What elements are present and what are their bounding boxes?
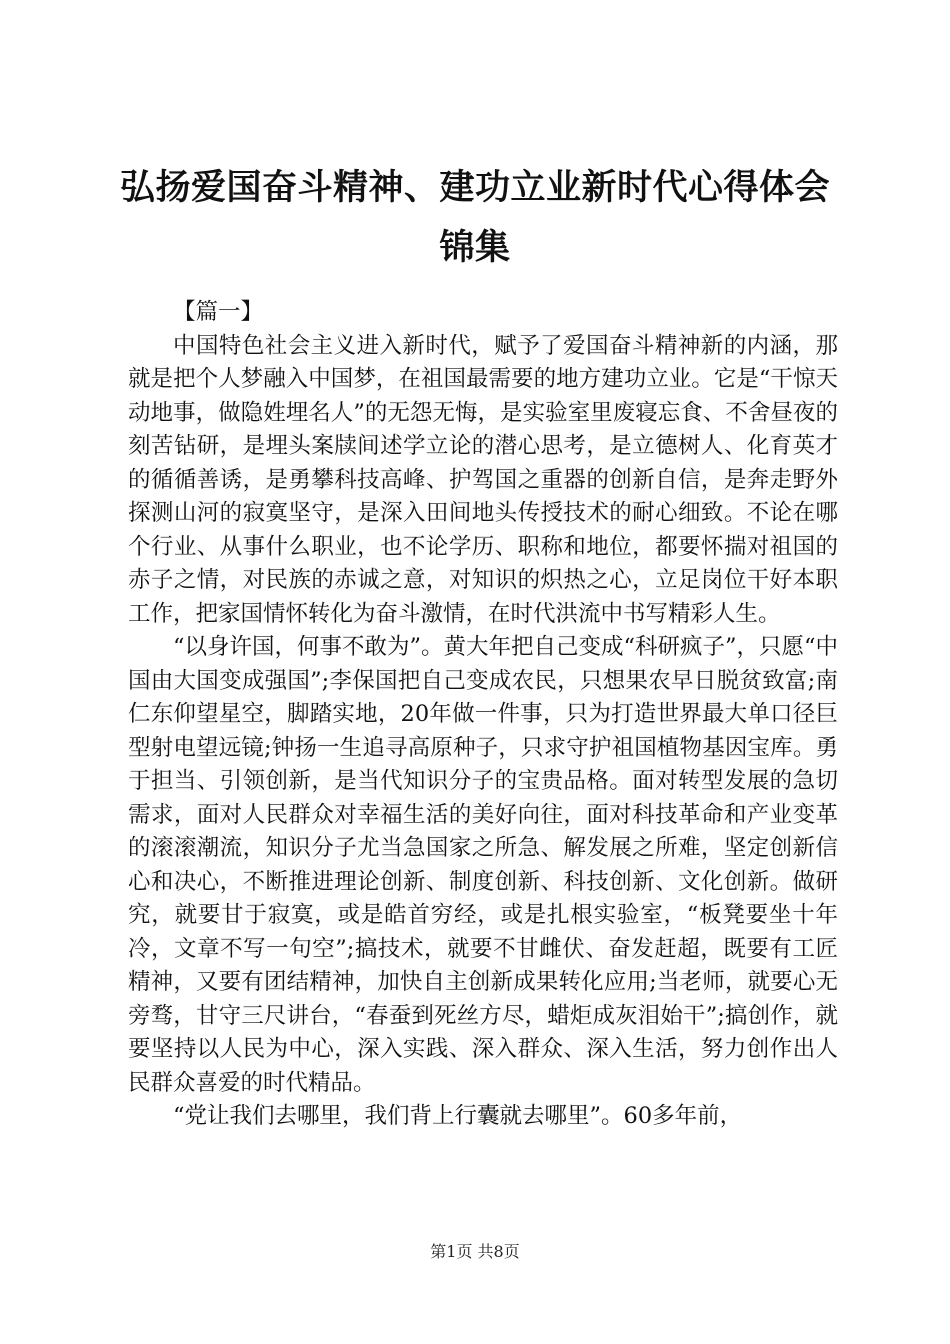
page-footer: 第1页 共8页 [430, 1242, 520, 1261]
paragraph-1: 中国特色社会主义进入新时代，赋予了爱国奋斗精神新的内涵，那就是把个人梦融入中国梦，在祖国最需要的地方建功立业。它是“干惊天动地事，做隐姓埋名人”的无怨无悔，是实验室里废寝忘食、不舍昼夜的刻苦钻研，是埋头案牍间述学立论的潜心思考，是立德树人、化育英才的循循善诱，是勇攀科技高峰、护驾国之重器的创新自信，是奔走野外探测山河的寂寞坚守，是深入田间地头传授技术的耐心细致。不论在哪个行业、从事什么职业，也不论学历、职称和地位，都要怀揣对祖国的赤子之情，对民族的赤诚之意，对知识的炽热之心，立足岗位干好本职工作，把家国情怀转化为奋斗激情，在时代洪流中书写精彩人生。 [128, 332, 838, 627]
paragraph-2: “以身许国，何事不敢为”。黄大年把自己变成“科研疯子”，只愿“中国由大国变成强国”;李保国把自己变成农民，只想果农早日脱贫致富;南仁东仰望星空，脚踏实地，20年做一件事，只为打造世界最大单口径巨型射电望远镜;钟扬一生追寻高原种子，只求守护祖国植物基因宝库。勇于担当、引领创新，是当代知识分子的宝贵品格。面对转型发展的急切需求，面对人民群众对幸福生活的美好向往，面对科技革命和产业变革的滚滚潮流，知识分子尤当急国家之所急、解发展之所难，坚定创新信心和决心，不断推进理论创新、制度创新、科技创新、文化创新。做研究，就要甘于寂寞，或是皓首穷经，或是扎根实验室，“板凳要坐十年冷，文章不写一句空”;搞技术，就要不甘雌伏、奋发赶超，既要有工匠精神，又要有团结精神，加快自主创新成果转化应用;当老师，就要心无旁骛，甘守三尺讲台，“春蚕到死丝方尽，蜡炬成灰泪始干”;搞创作，就要坚持以人民为中心，深入实践、深入群众、深入生活，努力创作出人民群众喜爱的时代精品。 [128, 634, 839, 1096]
document-title: 弘扬爱国奋斗精神、建功立业新时代心得体会锦集 [120, 168, 831, 268]
paragraph-3: “党让我们去哪里，我们背上行囊就去哪里”。60多年前， [173, 1103, 743, 1129]
section-label: 【篇一】 [173, 299, 264, 325]
document-body [128, 296, 838, 1134]
